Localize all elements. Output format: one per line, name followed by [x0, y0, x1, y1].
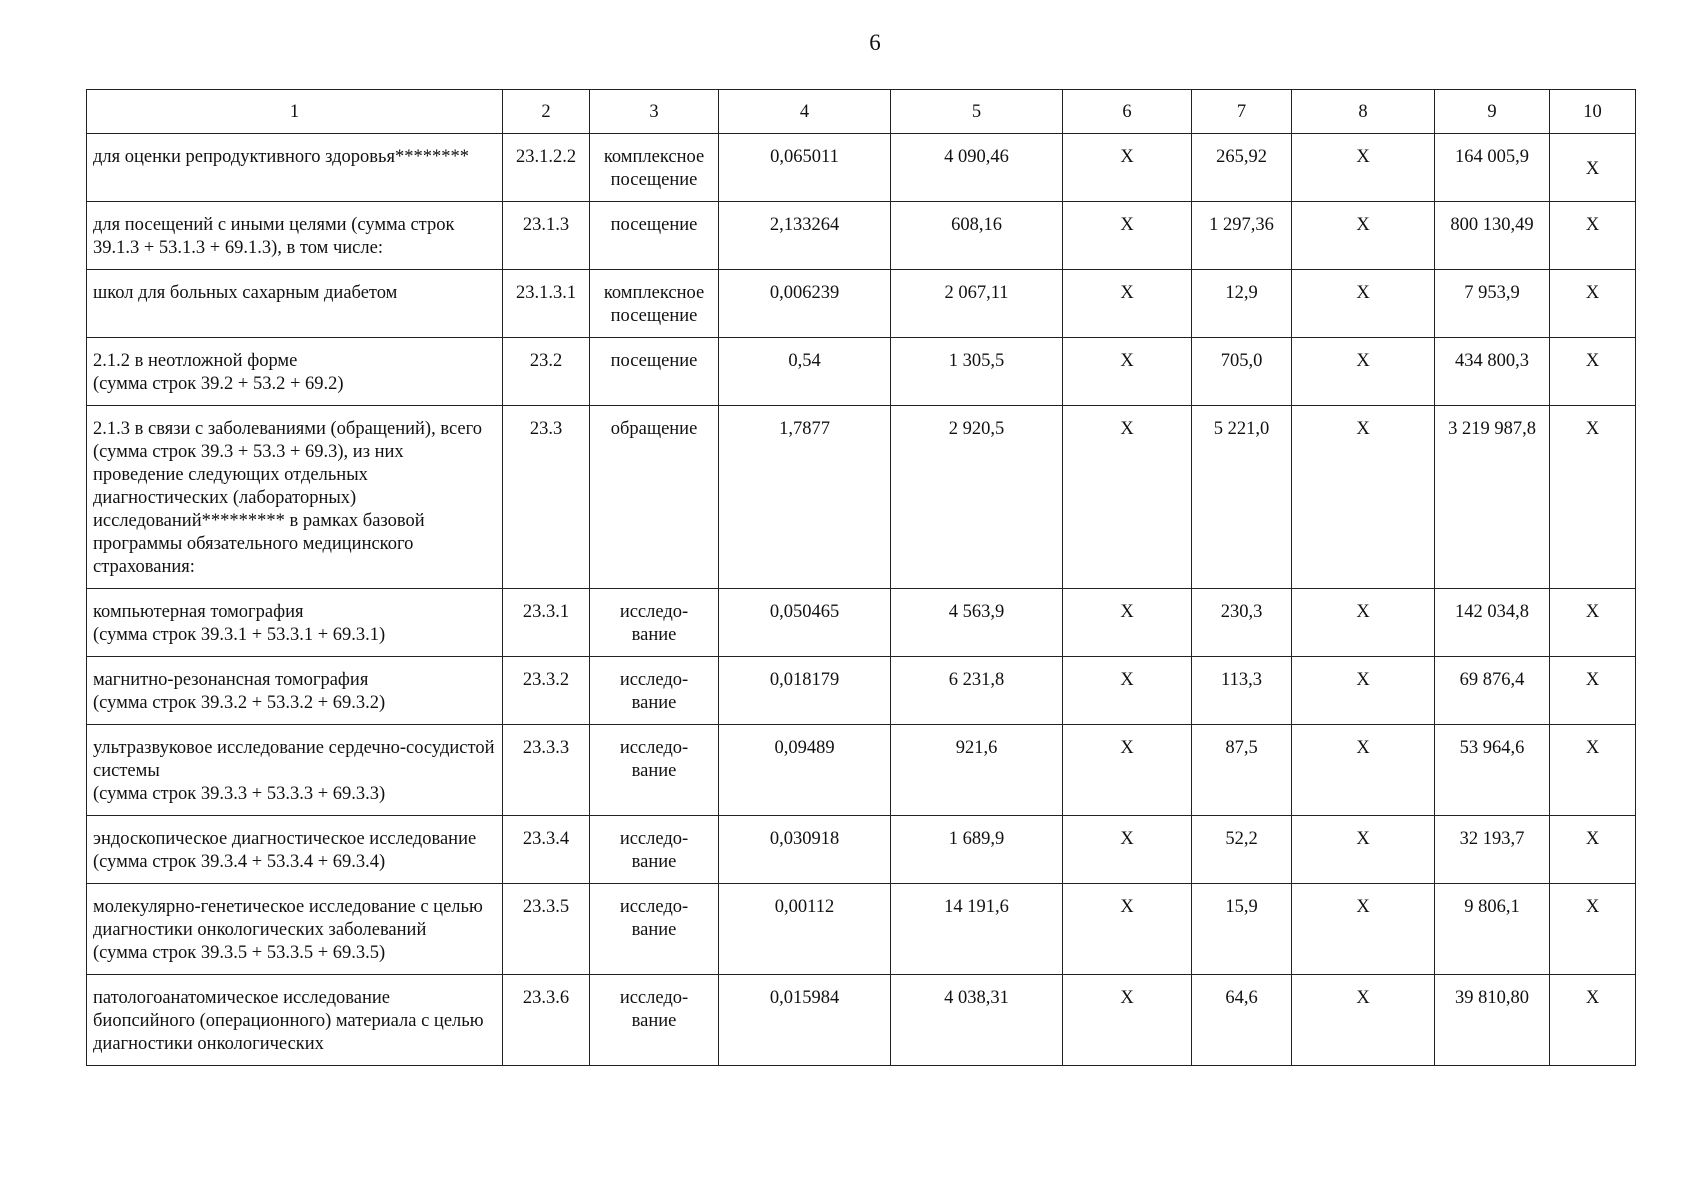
- row-code: 23.1.2.2: [503, 134, 590, 202]
- norm-volume: 0,050465: [719, 589, 891, 657]
- norm-volume: 0,015984: [719, 975, 891, 1066]
- column-header: 4: [719, 90, 891, 134]
- unit: комплексное посещение: [590, 134, 719, 202]
- x-mark: X: [1292, 816, 1435, 884]
- total-amount: 39 810,80: [1435, 975, 1550, 1066]
- per-capita-value: 705,0: [1192, 338, 1292, 406]
- column-header: 7: [1192, 90, 1292, 134]
- per-capita-value: 64,6: [1192, 975, 1292, 1066]
- row-description: магнитно-резонансная томография (сумма строк 39.3.2 + 53.3.2 + 69.3.2): [87, 657, 503, 725]
- norm-cost: 4 563,9: [891, 589, 1063, 657]
- norm-cost: 921,6: [891, 725, 1063, 816]
- norm-volume: 0,065011: [719, 134, 891, 202]
- x-mark: X: [1550, 406, 1636, 589]
- x-mark: X: [1292, 725, 1435, 816]
- column-header: 2: [503, 90, 590, 134]
- x-mark: X: [1063, 406, 1192, 589]
- unit: посещение: [590, 338, 719, 406]
- row-description: 2.1.3 в связи с заболеваниями (обращений), всего (сумма строк 39.3 + 53.3 + 69.3), из них проведение следующих отдельных диагностических (лабораторных) исследований********* в рамках базовой программы обязательного медицинского страхования:: [87, 406, 503, 589]
- x-mark: X: [1550, 725, 1636, 816]
- table-row: [87, 725, 1636, 816]
- total-amount: 9 806,1: [1435, 884, 1550, 975]
- norm-cost: 2 920,5: [891, 406, 1063, 589]
- row-code: 23.1.3: [503, 202, 590, 270]
- unit: исследо- вание: [590, 725, 719, 816]
- table-row: [87, 657, 1636, 725]
- x-mark: X: [1550, 338, 1636, 406]
- norm-cost: 14 191,6: [891, 884, 1063, 975]
- x-mark: X: [1550, 657, 1636, 725]
- table-row: [87, 270, 1636, 338]
- per-capita-value: 1 297,36: [1192, 202, 1292, 270]
- data-table: [86, 89, 1636, 1066]
- column-header: 3: [590, 90, 719, 134]
- column-header: 9: [1435, 90, 1550, 134]
- row-description: для посещений с иными целями (сумма строк 39.1.3 + 53.1.3 + 69.1.3), в том числе:: [87, 202, 503, 270]
- x-mark: X: [1063, 725, 1192, 816]
- total-amount: 164 005,9: [1435, 134, 1550, 202]
- x-mark: X: [1550, 270, 1636, 338]
- row-description: патологоанатомическое исследование биопсийного (операционного) материала с целью диагностики онкологических: [87, 975, 503, 1066]
- unit: исследо- вание: [590, 589, 719, 657]
- table-row: [87, 406, 1636, 589]
- total-amount: 53 964,6: [1435, 725, 1550, 816]
- per-capita-value: 52,2: [1192, 816, 1292, 884]
- x-mark: X: [1550, 202, 1636, 270]
- table-row: [87, 134, 1636, 202]
- norm-volume: 0,030918: [719, 816, 891, 884]
- per-capita-value: 5 221,0: [1192, 406, 1292, 589]
- row-code: 23.3.2: [503, 657, 590, 725]
- row-code: 23.3.4: [503, 816, 590, 884]
- per-capita-value: 113,3: [1192, 657, 1292, 725]
- row-code: 23.3.6: [503, 975, 590, 1066]
- x-mark: X: [1292, 406, 1435, 589]
- norm-cost: 2 067,11: [891, 270, 1063, 338]
- x-mark: X: [1063, 816, 1192, 884]
- total-amount: 142 034,8: [1435, 589, 1550, 657]
- row-code: 23.1.3.1: [503, 270, 590, 338]
- norm-cost: 4 038,31: [891, 975, 1063, 1066]
- x-mark: X: [1292, 975, 1435, 1066]
- row-code: 23.3: [503, 406, 590, 589]
- norm-cost: 608,16: [891, 202, 1063, 270]
- x-mark: X: [1292, 134, 1435, 202]
- x-mark: X: [1063, 657, 1192, 725]
- norm-cost: 4 090,46: [891, 134, 1063, 202]
- row-code: 23.3.3: [503, 725, 590, 816]
- per-capita-value: 265,92: [1192, 134, 1292, 202]
- per-capita-value: 87,5: [1192, 725, 1292, 816]
- norm-volume: 2,133264: [719, 202, 891, 270]
- x-mark: X: [1292, 202, 1435, 270]
- norm-volume: 0,006239: [719, 270, 891, 338]
- norm-volume: 0,09489: [719, 725, 891, 816]
- norm-volume: 0,00112: [719, 884, 891, 975]
- norm-cost: 1 689,9: [891, 816, 1063, 884]
- norm-volume: 0,018179: [719, 657, 891, 725]
- x-mark: X: [1292, 589, 1435, 657]
- total-amount: 7 953,9: [1435, 270, 1550, 338]
- row-description: эндоскопическое диагностическое исследование (сумма строк 39.3.4 + 53.3.4 + 69.3.4): [87, 816, 503, 884]
- unit: исследо- вание: [590, 975, 719, 1066]
- x-mark: X: [1063, 134, 1192, 202]
- per-capita-value: 15,9: [1192, 884, 1292, 975]
- x-mark: X: [1292, 338, 1435, 406]
- norm-cost: 1 305,5: [891, 338, 1063, 406]
- row-description: для оценки репродуктивного здоровья********: [87, 134, 503, 202]
- table-row: [87, 884, 1636, 975]
- x-mark: X: [1292, 270, 1435, 338]
- x-mark: X: [1063, 270, 1192, 338]
- total-amount: 3 219 987,8: [1435, 406, 1550, 589]
- x-mark: X: [1550, 589, 1636, 657]
- column-header: 5: [891, 90, 1063, 134]
- unit: комплексное посещение: [590, 270, 719, 338]
- total-amount: 434 800,3: [1435, 338, 1550, 406]
- row-description: молекулярно-генетическое исследование с целью диагностики онкологических заболеваний (сумма строк 39.3.5 + 53.3.5 + 69.3.5): [87, 884, 503, 975]
- norm-volume: 0,54: [719, 338, 891, 406]
- unit: исследо- вание: [590, 657, 719, 725]
- table-row: [87, 202, 1636, 270]
- total-amount: 69 876,4: [1435, 657, 1550, 725]
- row-description: 2.1.2 в неотложной форме (сумма строк 39.2 + 53.2 + 69.2): [87, 338, 503, 406]
- x-mark: X: [1063, 884, 1192, 975]
- table-row: [87, 338, 1636, 406]
- column-header: 1: [87, 90, 503, 134]
- table-row: [87, 816, 1636, 884]
- total-amount: 32 193,7: [1435, 816, 1550, 884]
- page-number: 6: [869, 30, 881, 55]
- x-mark: X: [1063, 202, 1192, 270]
- x-mark: X: [1292, 884, 1435, 975]
- row-description: школ для больных сахарным диабетом: [87, 270, 503, 338]
- row-description: компьютерная томография (сумма строк 39.3.1 + 53.3.1 + 69.3.1): [87, 589, 503, 657]
- per-capita-value: 12,9: [1192, 270, 1292, 338]
- x-mark: X: [1550, 884, 1636, 975]
- norm-volume: 1,7877: [719, 406, 891, 589]
- x-mark: X: [1063, 589, 1192, 657]
- unit: посещение: [590, 202, 719, 270]
- x-mark: X: [1063, 975, 1192, 1066]
- row-description: ультразвуковое исследование сердечно-сосудистой системы (сумма строк 39.3.3 + 53.3.3 + 69.3.3): [87, 725, 503, 816]
- total-amount: 800 130,49: [1435, 202, 1550, 270]
- column-header: 10: [1550, 90, 1636, 134]
- norm-cost: 6 231,8: [891, 657, 1063, 725]
- column-header: 8: [1292, 90, 1435, 134]
- table-body: [87, 90, 1636, 1066]
- x-mark: X: [1550, 134, 1636, 202]
- x-mark: X: [1550, 975, 1636, 1066]
- unit: обращение: [590, 406, 719, 589]
- x-mark: X: [1063, 338, 1192, 406]
- column-header: 6: [1063, 90, 1192, 134]
- row-code: 23.3.1: [503, 589, 590, 657]
- per-capita-value: 230,3: [1192, 589, 1292, 657]
- column-number-row: [87, 90, 1636, 134]
- unit: исследо- вание: [590, 884, 719, 975]
- unit: исследо- вание: [590, 816, 719, 884]
- x-mark: X: [1292, 657, 1435, 725]
- table-row: [87, 975, 1636, 1066]
- row-code: 23.2: [503, 338, 590, 406]
- row-code: 23.3.5: [503, 884, 590, 975]
- table-row: [87, 589, 1636, 657]
- x-mark: X: [1550, 816, 1636, 884]
